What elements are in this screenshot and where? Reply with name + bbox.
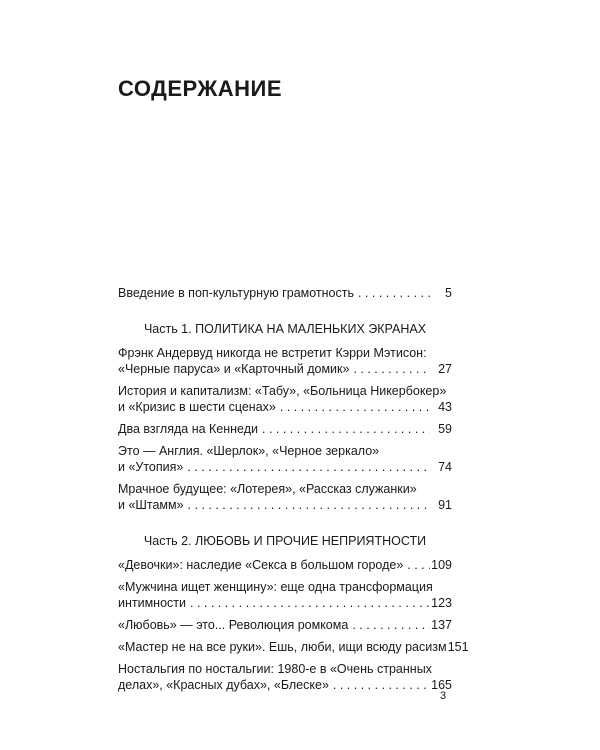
toc-entry-intro (118, 285, 452, 301)
toc-entry-page: 59 (438, 422, 452, 436)
dot-leader (276, 399, 430, 415)
part-1-entries (118, 345, 452, 513)
toc-entry (118, 579, 452, 611)
toc-entry-text: интимности (118, 596, 186, 610)
toc-entry-text: «Черные паруса» и «Карточный домик» (118, 362, 350, 376)
dot-leader (258, 421, 430, 437)
toc-entry (118, 661, 452, 693)
toc-entry-text: делах», «Красных дубах», «Блеске» (118, 678, 329, 692)
toc-entry-text: Два взгляда на Кеннеди (118, 422, 259, 436)
toc-entry (118, 481, 452, 513)
dot-leader (354, 285, 430, 301)
dot-leader (184, 497, 430, 513)
toc-entry-text: Фрэнк Андервуд никогда не встретит Кэрри Мэтисон: (118, 346, 427, 360)
toc-entry-page: 5 (445, 286, 452, 300)
dot-leader (348, 617, 430, 633)
toc-entry (118, 421, 452, 437)
dot-leader (186, 595, 430, 611)
dot-leader (349, 361, 430, 377)
dot-leader (329, 677, 430, 693)
part-1-heading: Часть 1. ПОЛИТИКА НА МАЛЕНЬКИХ ЭКРАНАХ (143, 322, 427, 336)
toc-entry-text: Ностальгия по ностальгии: 1980-е в «Очень странных (118, 662, 432, 676)
page-title: СОДЕРЖАНИЕ (118, 76, 283, 101)
toc-entry-text: «Мастер не на все руки». Ешь, люби, ищи всюду расизм (118, 640, 447, 654)
toc-entry-page: 151 (447, 640, 469, 654)
toc-entry-text: Это — Англия. «Шерлок», «Черное зеркало» (118, 444, 380, 458)
toc-entry-text: и «Штамм» (118, 498, 184, 512)
toc-entry (118, 639, 469, 655)
toc-entry-text: Мрачное будущее: «Лотерея», «Рассказ служанки» (118, 482, 417, 496)
toc-entry-page: 165 (431, 678, 452, 692)
dot-leader (403, 557, 430, 573)
toc-entry-text: и «Кризис в шести сценах» (118, 400, 276, 414)
table-of-contents (118, 285, 469, 699)
toc-entry (118, 345, 452, 377)
part-2-entries (118, 557, 469, 693)
toc-entry-text: «Мужчина ищет женщину»: еще одна трансформация (118, 580, 433, 594)
part-2-heading: Часть 2. ЛЮБОВЬ И ПРОЧИЕ НЕПРИЯТНОСТИ (143, 534, 427, 548)
toc-entry-text: «Девочки»: наследие «Секса в большом городе» (118, 558, 404, 572)
toc-entry-page: 74 (438, 460, 452, 474)
toc-entry-page: 137 (431, 618, 452, 632)
toc-entry-page: 43 (438, 400, 452, 414)
toc-entry-text: и «Утопия» (118, 460, 184, 474)
toc-entry-page: 123 (431, 596, 452, 610)
toc-entry (118, 443, 452, 475)
toc-entry-text: «Любовь» — это... Революция ромкома (118, 618, 349, 632)
toc-entry (118, 617, 452, 633)
page-number: 3 (440, 690, 447, 702)
toc-entry (118, 383, 452, 415)
toc-entry (118, 557, 452, 573)
toc-entry-page: 27 (438, 362, 452, 376)
dot-leader (183, 459, 430, 475)
toc-entry-page: 91 (438, 498, 452, 512)
toc-entry-text: Введение в поп-культурную грамотность (118, 286, 354, 300)
toc-entry-text: История и капитализм: «Табу», «Больница Никербокер» (118, 384, 447, 398)
toc-entry-page: 109 (431, 558, 452, 572)
